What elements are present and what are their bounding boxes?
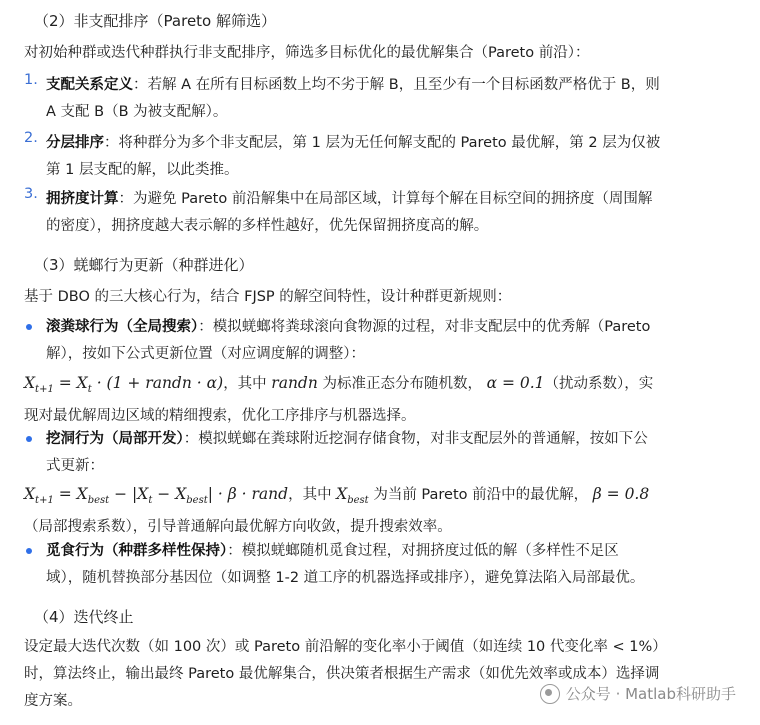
- item-text-cont: A 支配 B（B 为被支配解）。: [46, 104, 228, 120]
- item-text-cont: 现对最优解周边区域的精细搜索，优化工序排序与机器选择。: [24, 408, 416, 425]
- item-title: 滚粪球行为（全局搜索）: [46, 319, 199, 335]
- bullet-dot: [26, 436, 32, 442]
- item-text-cont: 域），随机替换部分基因位（如调整 1-2 道工序的机器选择或排序），避免算法陷入局部最优。: [46, 570, 645, 586]
- digging-formula: $X_{t+1} = X_{best} - |X_t - X_{best}| \cdot \beta$ · rand: [24, 485, 289, 507]
- item-title: 觅食行为（种群多样性保持）: [46, 543, 228, 559]
- bullet-dot: [26, 548, 32, 554]
- watermark-text: 公众号 · Matlab科研助手: [565, 685, 736, 703]
- bullet-dot: [26, 324, 32, 330]
- section-3-title: （3）蜣螂行为更新（种群进化）: [34, 256, 254, 274]
- item-text-cont: 解），按如下公式更新位置（对应调度解的调整）：: [46, 346, 365, 362]
- list-item-digging: [46, 426, 738, 480]
- section-2-title: （2）非支配排序（Pareto 解筛选）: [34, 12, 277, 30]
- item-text: ：若解 A 在所有目标函数上均不劣于解 B，且至少有一个目标函数严格优于 B，则: [133, 77, 660, 93]
- rolling-formula: $X_{t+1} = X_t \cdot (1$ + randn · α): [24, 374, 224, 396]
- list-number-2: 2.: [24, 130, 38, 146]
- list-item-dominance: [46, 72, 738, 126]
- list-item-layering: [46, 130, 738, 184]
- xbest-symbol: $X_{best}$: [336, 485, 369, 507]
- randn-symbol: randn: [271, 374, 318, 392]
- watermark: [540, 683, 736, 704]
- item-text-cont: （局部搜索系数），引导普通解向最优解方向收敛，提升搜索效率。: [24, 519, 452, 536]
- text: 度方案。: [24, 693, 82, 709]
- text: 为标准正态分布随机数，: [322, 376, 482, 392]
- item-text-cont: 式更新：: [46, 458, 104, 474]
- text: ，其中: [223, 376, 267, 392]
- list-item-crowding: [46, 186, 738, 240]
- item-title: 挖洞行为（局部开发）: [46, 431, 184, 447]
- text: 为当前 Pareto 前沿中的最优解，: [373, 487, 589, 503]
- wechat-icon: [540, 684, 560, 704]
- beta-value: β = 0.8: [592, 485, 650, 503]
- item-text: ：模拟蜣螂在粪球附近挖洞存储食物，对非支配层外的普通解，按如下公: [183, 431, 648, 447]
- rolling-formula-line: [24, 370, 746, 430]
- section-3-intro: 基于 DBO 的三大核心行为，结合 FJSP 的解空间特性，设计种群更新规则：: [24, 289, 512, 305]
- item-title: 分层排序: [46, 135, 104, 151]
- list-item-rolling: [46, 314, 738, 368]
- list-number-3: 3.: [24, 186, 38, 202]
- item-text-cont: 第 1 层支配的解，以此类推。: [46, 162, 239, 178]
- section-4-title: （4）迭代终止: [34, 608, 134, 626]
- text: （扰动系数），实: [544, 376, 654, 392]
- section-2-intro: 对初始种群或迭代种群执行非支配排序，筛选多目标优化的最优解集合（Pareto 前沿）：: [24, 45, 590, 61]
- item-text-cont: 的密度），拥挤度越大表示解的多样性越好，优先保留拥挤度高的解。: [46, 218, 489, 234]
- item-title: 拥挤度计算: [46, 191, 119, 207]
- alpha-value: α = 0.1: [486, 374, 545, 392]
- list-number-1: 1.: [24, 72, 38, 88]
- text: 时，算法终止，输出最终 Pareto 最优解集合，供决策者根据生产需求（如优先效率或成本）选择调: [24, 666, 660, 682]
- item-text: ：将种群分为多个非支配层，第 1 层为无任何解支配的 Pareto 最优解，第 2 层为仅被: [104, 135, 661, 151]
- item-text: ：模拟蜣螂随机觅食过程，对拥挤度过低的解（多样性不足区: [227, 543, 619, 559]
- text: 设定最大迭代次数（如 100 次）或 Pareto 前沿解的变化率小于阈值（如连续 10 代变化率 < 1%）: [24, 639, 667, 655]
- item-title: 支配关系定义: [46, 77, 133, 93]
- digging-formula-line: [24, 481, 746, 541]
- item-text: ：为避免 Pareto 前沿解集中在局部区域，计算每个解在目标空间的拥挤度（周围解: [118, 191, 653, 207]
- list-item-foraging: [46, 538, 738, 592]
- text: ，其中: [288, 487, 332, 503]
- item-text: ：模拟蜣螂将粪球滚向食物源的过程，对非支配层中的优秀解（Pareto: [198, 319, 651, 335]
